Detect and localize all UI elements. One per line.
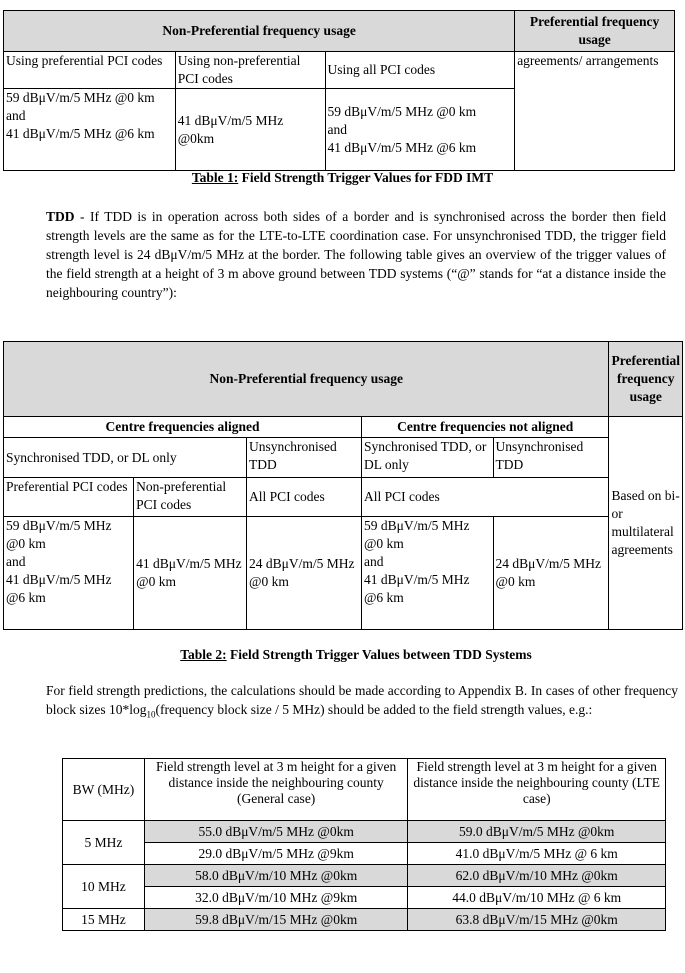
t2-val-nonpref: 41 dBμV/m/5 MHz @0 km (134, 517, 247, 630)
t2-unsync-1: Unsynchronised TDD (247, 438, 362, 478)
t1-col-all-pci: Using all PCI codes (325, 52, 515, 89)
t3-general-header: Field strength level at 3 m height for a given distance inside the neighbouring county (General case) (144, 759, 408, 821)
t1-val-all-a: 59 dBμV/m/5 MHz @0 km (327, 103, 477, 119)
table2-caption (0, 647, 685, 663)
t1-val-all (325, 89, 515, 171)
t1-header-nonpref: Non-Preferential frequency usage (4, 11, 515, 52)
t3-bw-5: 5 MHz (63, 821, 145, 865)
table2-caption-text: Field Strength Trigger Values between TDD Systems (226, 647, 532, 662)
table2-caption-label: Table 2: (180, 647, 227, 662)
t2-header-pref: Preferential frequency usage (609, 342, 683, 417)
table-bw-field-strength (62, 758, 666, 931)
t2-val-na-b: 41 dBμV/m/5 MHz @6 km (364, 572, 470, 605)
t1-val-pref-a: 59 dBμV/m/5 MHz @0 km (6, 90, 155, 105)
t1-val-nonpref: 41 dBμV/m/5 MHz @0km (175, 89, 325, 171)
t1-val-pref-b: 41 dBμV/m/5 MHz @6 km (6, 126, 155, 141)
t3-general-10-9km: 32.0 dBμV/m/10 MHz @9km (144, 887, 408, 909)
table1-caption-label: Table 1: (191, 170, 239, 185)
t3-lte-header: Field strength level at 3 m height for a given distance inside the neighbouring county (LTE case) (408, 759, 666, 821)
t3-general-5-0km: 55.0 dBμV/m/5 MHz @0km (144, 821, 408, 843)
t2-val-not-aligned-sync (362, 517, 494, 630)
table1-caption-text: Field Strength Trigger Values for FDD IMT (238, 170, 494, 185)
table-tdd-trigger-values (3, 341, 683, 630)
t2-all-pci-2: All PCI codes (362, 478, 609, 517)
t2-aligned: Centre frequencies aligned (4, 417, 362, 438)
paragraph-field-strength-sub: 10 (146, 709, 156, 720)
t2-pref-pci: Preferential PCI codes (4, 478, 134, 517)
paragraph-tdd (46, 207, 666, 302)
t3-general-5-9km: 29.0 dBμV/m/5 MHz @9km (144, 843, 408, 865)
t1-col-pref-pci: Using preferential PCI codes (4, 52, 176, 89)
t2-header-nonpref: Non-Preferential frequency usage (4, 342, 609, 417)
paragraph-field-strength (46, 681, 678, 725)
t2-val-na-and: and (364, 554, 384, 569)
t1-val-pref (4, 89, 176, 171)
t1-val-all-and: and (327, 121, 348, 137)
t1-header-pref: Preferential frequency usage (515, 11, 675, 52)
t3-bw-10: 10 MHz (63, 865, 145, 909)
t1-val-pref-and: and (6, 108, 26, 123)
t2-val-na-a: 59 dBμV/m/5 MHz @0 km (364, 518, 470, 551)
t2-val-pref-a: 59 dBμV/m/5 MHz @0 km (6, 518, 112, 551)
t3-lte-5-6km: 41.0 dBμV/m/5 MHz @ 6 km (408, 843, 666, 865)
paragraph-tdd-text: - If TDD is in operation across both sides of a border and is synchronised across the border then field strength levels are the same as for the LTE-to-LTE coordination case. For unsynchronised TDD, the trigger field strength level is 24 dBμV/m/5 MHz at the border. The following table gives an overview of the trigger values of the field strength at a height of 3 m above ground between TDD systems (“@” stands for “at a distance inside the neighbouring country”): (46, 209, 666, 300)
t2-val-pref-and: and (6, 554, 26, 569)
t3-lte-10-6km: 44.0 dBμV/m/10 MHz @ 6 km (408, 887, 666, 909)
t1-val-all-b: 41 dBμV/m/5 MHz @6 km (327, 139, 477, 155)
t3-bw-header: BW (MHz) (63, 759, 145, 821)
t2-not-aligned: Centre frequencies not aligned (362, 417, 609, 438)
t2-val-pref-b: 41 dBμV/m/5 MHz @6 km (6, 572, 112, 605)
t3-lte-5-0km: 59.0 dBμV/m/5 MHz @0km (408, 821, 666, 843)
table-fdd-trigger-values (3, 10, 675, 171)
t2-sync-dl: Synchronised TDD, or DL only (4, 438, 247, 478)
t3-bw-15: 15 MHz (63, 909, 145, 931)
t2-val-unsync-1: 24 dBμV/m/5 MHz @0 km (247, 517, 362, 630)
t2-all-pci-1: All PCI codes (247, 478, 362, 517)
t3-lte-10-0km: 62.0 dBμV/m/10 MHz @0km (408, 865, 666, 887)
paragraph-tdd-lead: TDD (46, 209, 75, 224)
t3-general-15-0km: 59.8 dBμV/m/15 MHz @0km (144, 909, 408, 931)
paragraph-field-strength-b: (frequency block size / 5 MHz) should be added to the field strength values, e.g.: (155, 702, 593, 717)
t2-unsync-2: Unsynchronised TDD (493, 438, 609, 478)
t2-pref-value: Based on bi-or multilateral agreements (609, 417, 683, 630)
t3-lte-15-0km: 63.8 dBμV/m/15 MHz @0km (408, 909, 666, 931)
t1-col-agreements: agreements/ arrangements (515, 52, 675, 171)
t3-general-10-0km: 58.0 dBμV/m/10 MHz @0km (144, 865, 408, 887)
paragraph-field-strength-a: For field strength predictions, the calculations should be made according to Appendix B. In cases of other frequency block sizes 10*log (46, 683, 678, 717)
t2-sync-dl-2: Synchronised TDD, or DL only (362, 438, 494, 478)
table1-caption (0, 170, 685, 186)
t2-nonpref-pci: Non-preferential PCI codes (134, 478, 247, 517)
t2-val-pref (4, 517, 134, 630)
t2-val-unsync-2: 24 dBμV/m/5 MHz @0 km (493, 517, 609, 630)
t1-col-nonpref-pci: Using non-preferential PCI codes (175, 52, 325, 89)
